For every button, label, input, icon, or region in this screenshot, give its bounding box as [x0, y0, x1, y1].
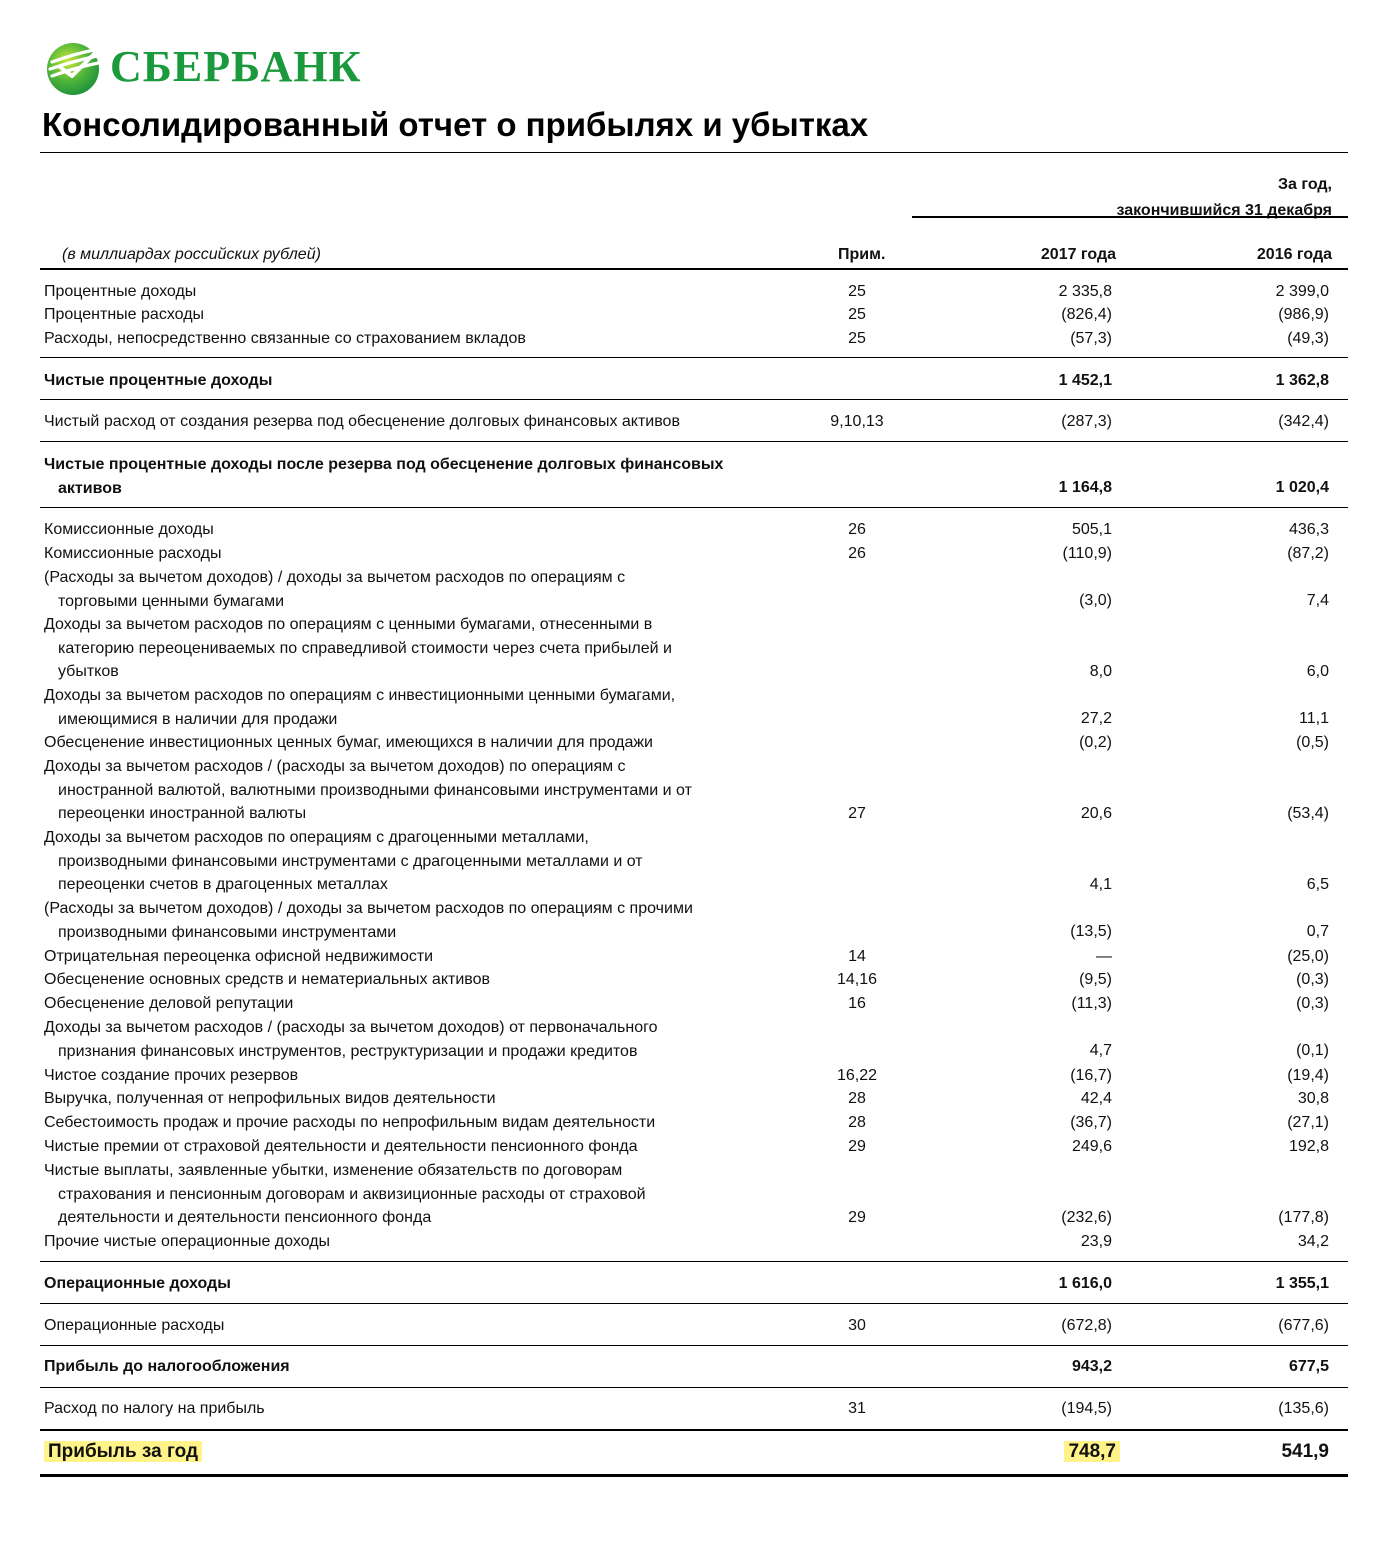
row-value-2016: (0,3) — [1296, 971, 1329, 988]
row-label-line: торговыми ценными бумагами — [58, 592, 284, 610]
row-value-2016: (53,4) — [1287, 805, 1329, 823]
period-divider — [912, 216, 1348, 218]
row-divider — [40, 399, 1348, 400]
row-value-2016: 34,2 — [1297, 1233, 1329, 1250]
row-value-2017: (194,5) — [1061, 1400, 1112, 1417]
row-value-2017: (57,3) — [1070, 330, 1112, 347]
row-label-line: убытков — [58, 663, 119, 681]
row-label: Прибыль до налогообложения — [44, 1358, 290, 1375]
row-value-2016: 30,8 — [1297, 1090, 1329, 1107]
row-divider — [40, 507, 1348, 508]
row-value-2017: (13,5) — [1070, 923, 1112, 941]
row-label-line: Чистые процентные доходы после резерва под обесценение долговых финансовых — [44, 456, 724, 473]
note-column-header: Прим. — [838, 246, 886, 263]
row-note: 26 — [848, 521, 866, 538]
row-label-line: переоценки счетов в драгоценных металлах — [58, 876, 388, 894]
row-value-2016: (342,4) — [1278, 413, 1329, 430]
row-value-2016: (177,8) — [1278, 1209, 1329, 1227]
row-label — [44, 1440, 784, 1464]
row-note: 28 — [848, 1090, 866, 1107]
row-value-2016: 1 020,4 — [1275, 479, 1329, 497]
table-row — [0, 566, 1400, 613]
row-label — [44, 897, 784, 944]
row-label — [44, 826, 784, 897]
row-label: Операционные расходы — [44, 1317, 225, 1334]
row-value-2016: 0,7 — [1306, 923, 1329, 941]
row-divider — [40, 1387, 1348, 1388]
sberbank-logo-icon — [44, 40, 104, 96]
row-divider — [40, 1429, 1348, 1431]
title-divider — [40, 152, 1348, 153]
row-value-2017: (287,3) — [1061, 413, 1112, 430]
row-value-2016: (27,1) — [1287, 1114, 1329, 1131]
table-row — [0, 1016, 1400, 1063]
table-row — [0, 613, 1400, 684]
row-note: 26 — [848, 545, 866, 562]
row-label — [44, 566, 784, 613]
row-label: Чистое создание прочих резервов — [44, 1067, 299, 1084]
row-value-2017: (16,7) — [1070, 1067, 1112, 1084]
row-value-2017: 23,9 — [1080, 1233, 1112, 1250]
sberbank-logo — [44, 40, 362, 96]
header-divider — [40, 268, 1348, 270]
year-2016-header: 2016 года — [1256, 246, 1332, 263]
row-label: Комиссионные расходы — [44, 545, 222, 562]
table-row — [0, 826, 1400, 897]
row-label-line: производными финансовыми инструментами с драгоценными металлами и от — [58, 852, 643, 870]
row-note: 29 — [848, 1209, 866, 1227]
row-label-line: иностранной валютой, валютными производными финансовыми инструментами и от — [58, 781, 692, 799]
row-value-2017: 943,2 — [1071, 1358, 1112, 1375]
row-note: 16,22 — [836, 1067, 878, 1084]
row-note: 29 — [848, 1138, 866, 1155]
row-label: Чистый расход от создания резерва под обесценение долговых финансовых активов — [44, 413, 680, 430]
row-note: 25 — [848, 306, 866, 323]
row-value-2016: (135,6) — [1278, 1400, 1329, 1417]
row-label-line: имеющимися в наличии для продажи — [58, 710, 338, 728]
row-value-2017: 249,6 — [1071, 1138, 1112, 1155]
row-label: Чистые процентные доходы — [44, 372, 273, 389]
table-row — [0, 897, 1400, 944]
row-note: 27 — [848, 805, 866, 823]
row-divider — [40, 441, 1348, 442]
period-line-1: За год, — [1278, 176, 1332, 193]
row-value-2017: 505,1 — [1071, 521, 1112, 538]
row-value-2017: (36,7) — [1070, 1114, 1112, 1131]
row-note: 28 — [848, 1114, 866, 1131]
row-value-2017: 4,1 — [1089, 876, 1112, 894]
row-label: Процентные доходы — [44, 283, 197, 300]
row-value-2016: (25,0) — [1287, 948, 1329, 965]
row-value-2016: 11,1 — [1299, 710, 1329, 728]
row-value-2016: (0,3) — [1296, 995, 1329, 1012]
table-row — [0, 684, 1400, 731]
row-label — [44, 1159, 784, 1230]
row-value-2017: (672,8) — [1061, 1317, 1112, 1334]
row-value-2017: (0,2) — [1079, 734, 1112, 751]
row-value-2017: (826,4) — [1061, 306, 1112, 323]
brand-name: СБЕРБАНК — [110, 42, 362, 91]
row-label: Отрицательная переоценка офисной недвижимости — [44, 948, 434, 965]
row-label-line: деятельности и деятельности пенсионного фонда — [58, 1209, 432, 1227]
subtotal-row — [0, 453, 1400, 500]
row-label-line: Доходы за вычетом расходов / (расходы за вычетом доходов) от первоначального — [44, 1019, 658, 1036]
row-value-2016: 7,4 — [1306, 592, 1329, 610]
row-label: Расходы, непосредственно связанные со страхованием вкладов — [44, 330, 526, 347]
row-value-2016: (49,3) — [1287, 330, 1329, 347]
row-value-2016: 1 355,1 — [1275, 1275, 1329, 1292]
row-note: 30 — [848, 1317, 866, 1334]
row-note: 9,10,13 — [830, 413, 884, 430]
table-bottom-rule — [40, 1474, 1348, 1477]
row-value-2017: 20,6 — [1080, 805, 1112, 823]
row-label: Себестоимость продаж и прочие расходы по непрофильным видам деятельности — [44, 1114, 656, 1131]
row-value-2016: 6,5 — [1306, 876, 1329, 894]
row-note: 31 — [848, 1400, 866, 1417]
row-value-2017: (3,0) — [1079, 592, 1112, 610]
row-value-2016: (986,9) — [1278, 306, 1329, 323]
row-label-line: переоценки иностранной валюты — [58, 805, 307, 823]
row-value-2016: (19,4) — [1287, 1067, 1329, 1084]
row-note: 25 — [848, 330, 866, 347]
period-line-2: закончившийся 31 декабря — [1116, 202, 1332, 219]
row-label-line: (Расходы за вычетом доходов) / доходы за вычетом расходов по операциям с — [44, 569, 626, 586]
row-value-2017: 27,2 — [1080, 710, 1112, 728]
row-value-2016: 541,9 — [1281, 1441, 1329, 1462]
row-label-line: производными финансовыми инструментами — [58, 923, 397, 941]
row-value-2017: 2 335,8 — [1058, 283, 1112, 300]
row-value-2017: 1 164,8 — [1058, 479, 1112, 497]
row-value-2017: 42,4 — [1080, 1090, 1112, 1107]
row-label-line: категорию переоцениваемых по справедливой стоимости через счета прибылей и — [58, 639, 672, 657]
page-title: Консолидированный отчет о прибылях и убытках — [42, 106, 869, 143]
row-label: Процентные расходы — [44, 306, 205, 323]
net-profit-label: Прибыль за год — [44, 1441, 202, 1462]
row-label-line: Доходы за вычетом расходов по операциям с ценными бумагами, отнесенными в — [44, 616, 653, 633]
row-value-2016: (0,1) — [1296, 1042, 1329, 1060]
row-label: Чистые премии от страховой деятельности и деятельности пенсионного фонда — [44, 1138, 638, 1155]
row-label — [44, 1016, 784, 1063]
row-label: Операционные доходы — [44, 1275, 231, 1292]
row-value-2017: 8,0 — [1089, 663, 1112, 681]
row-value-2016: 1 362,8 — [1275, 372, 1329, 389]
row-label — [44, 684, 784, 731]
row-label: Комиссионные доходы — [44, 521, 214, 538]
unit-label: (в миллиардах российских рублей) — [62, 246, 321, 263]
row-value-2017: (232,6) — [1061, 1209, 1112, 1227]
row-value-2016: 192,8 — [1288, 1138, 1329, 1155]
row-label-line: страхования и пенсионным договорам и аквизиционные расходы от страховой — [58, 1185, 646, 1203]
row-value-2017: 4,7 — [1089, 1042, 1112, 1060]
row-value-2017: 1 452,1 — [1058, 372, 1112, 389]
row-label-line: Чистые выплаты, заявленные убытки, изменение обязательств по договорам — [44, 1162, 623, 1179]
row-label — [44, 613, 784, 684]
row-value-2017: (11,3) — [1071, 995, 1112, 1012]
row-value-2016: (87,2) — [1287, 545, 1329, 562]
row-divider — [40, 1261, 1348, 1262]
row-label-line: признания финансовых инструментов, реструктуризации и продажи кредитов — [58, 1042, 638, 1060]
row-value-2017 — [1064, 1440, 1120, 1464]
row-note: 14,16 — [836, 971, 878, 988]
row-divider — [40, 1303, 1348, 1304]
row-value-2017: — — [1096, 948, 1112, 965]
row-value-2016: 677,5 — [1288, 1358, 1329, 1375]
row-value-2017: (9,5) — [1079, 971, 1112, 988]
row-label: Обесценение основных средств и нематериальных активов — [44, 971, 490, 988]
net-profit-2017: 748,7 — [1064, 1441, 1120, 1462]
row-label: Обесценение инвестиционных ценных бумаг, имеющихся в наличии для продажи — [44, 734, 653, 751]
row-value-2016: (677,6) — [1278, 1317, 1329, 1334]
row-note: 14 — [848, 948, 866, 965]
row-divider — [40, 357, 1348, 358]
row-value-2016: 2 399,0 — [1275, 283, 1329, 300]
row-label: Выручка, полученная от непрофильных видов деятельности — [44, 1090, 496, 1107]
year-2017-header: 2017 года — [1040, 246, 1116, 263]
row-label-line: активов — [58, 479, 122, 497]
table-row — [0, 755, 1400, 826]
row-value-2016: 436,3 — [1288, 521, 1329, 538]
row-label: Обесценение деловой репутации — [44, 995, 294, 1012]
row-value-2017: (110,9) — [1062, 545, 1112, 562]
row-note: 16 — [848, 995, 866, 1012]
row-value-2017: 1 616,0 — [1058, 1275, 1112, 1292]
row-label: Прочие чистые операционные доходы — [44, 1233, 331, 1250]
table-row — [0, 1159, 1400, 1230]
row-label — [44, 755, 784, 826]
row-label — [44, 453, 784, 500]
row-label-line: (Расходы за вычетом доходов) / доходы за вычетом расходов по операциям с прочими — [44, 900, 693, 917]
row-value-2016: 6,0 — [1306, 663, 1329, 681]
row-label-line: Доходы за вычетом расходов по операциям с драгоценными металлами, — [44, 829, 589, 846]
row-divider — [40, 1345, 1348, 1346]
row-label-line: Доходы за вычетом расходов по операциям с инвестиционными ценными бумагами, — [44, 687, 676, 704]
row-label-line: Доходы за вычетом расходов / (расходы за вычетом доходов) по операциям с — [44, 758, 626, 775]
row-value-2016: (0,5) — [1296, 734, 1329, 751]
row-label: Расход по налогу на прибыль — [44, 1400, 265, 1417]
row-note: 25 — [848, 283, 866, 300]
